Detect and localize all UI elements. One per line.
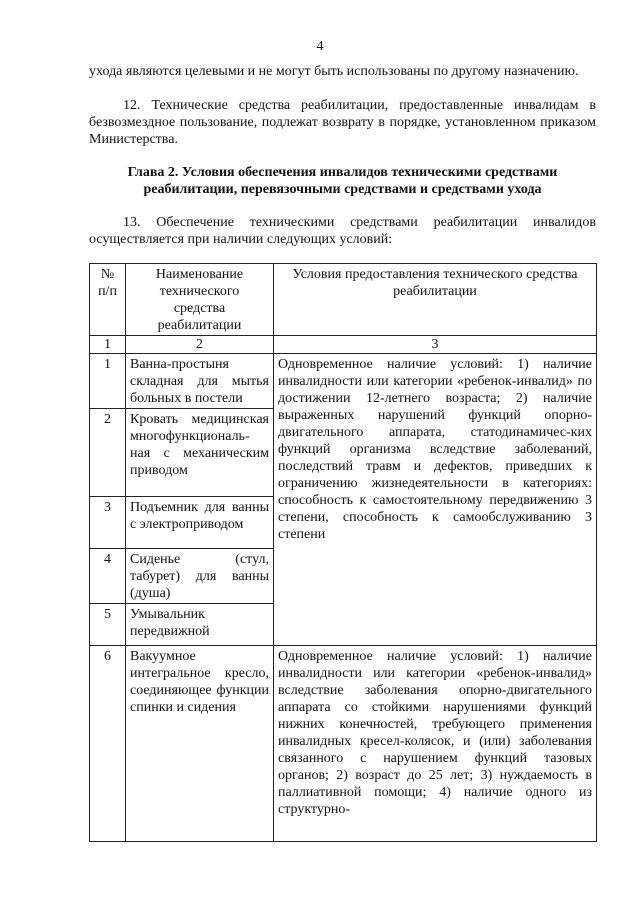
chapter-heading [89, 164, 596, 198]
chapter-heading-line2: реабилитации, перевязочными средствами и средствами ухода [143, 182, 542, 197]
row-item-name: Кровать медицинская многофункциональ-ная с механическим приводом [126, 409, 274, 497]
row-item-name: Умывальник передвижной [126, 604, 274, 646]
table-row [90, 646, 597, 842]
row-item-name: Сиденье (стул, табурет) для ванны (душа) [126, 549, 274, 604]
header-cell-conditions: Условия предоставления технического средства реабилитации [274, 264, 597, 336]
table-header-row [90, 264, 597, 336]
column-number-3: 3 [274, 336, 597, 354]
chapter-heading-line1: Глава 2. Условия обеспечения инвалидов техническими средствами [127, 165, 558, 180]
row-number: 5 [90, 604, 126, 646]
column-number-row [90, 336, 597, 354]
row-conditions: Одновременное наличие условий: 1) наличие инвалидности или категории «ребенок-инвалид» вследствие заболевания опорно-двигательного аппарата со стойкими нарушениями функций нижних конечностей, требующего применения инвалидных кресел-колясок, и (или) заболевания связанного с нарушением функций тазовых органов; 2) возраст до 25 лет; 3) нуждаемость в паллиативной помощи; 4) наличие одного из структурно- [274, 646, 597, 842]
header-number-abbr: п/п [98, 284, 117, 299]
row-conditions: Одновременное наличие условий: 1) наличие инвалидности или категории «ребенок-инвалид» по достижении 12-летнего возраста; 2) наличие выраженных нарушений функций опорно-двигательного аппарата, статодинамичес-ких функций организма вследствие заболеваний, последствий травм и дефектов, приведших к ограничению жизнедеятельности в категориях: способность к самостоятельному передвижению 3 степени, способность к самообслуживанию 3 степени [274, 354, 597, 646]
header-cell-name: Наименование технического средства реабилитации [126, 264, 274, 336]
paragraph-intro: ухода являются целевыми и не могут быть использованы по другому назначению. [89, 64, 579, 79]
row-number: 2 [90, 409, 126, 497]
row-number: 6 [90, 646, 126, 842]
header-number-sign: № [100, 267, 115, 282]
conditions-table [89, 263, 597, 842]
table-row [90, 354, 597, 409]
page-number: 4 [316, 39, 324, 54]
paragraph-13: 13. Обеспечение техническими средствами реабилитации инвалидов осуществляется при наличии следующих условий: [89, 215, 596, 247]
row-item-name: Вакуумное интегральное кресло, соединяющее функции спинки и сидения [126, 646, 274, 842]
row-number: 4 [90, 549, 126, 604]
column-number-2: 2 [126, 336, 274, 354]
row-number: 3 [90, 497, 126, 549]
column-number-1: 1 [90, 336, 126, 354]
header-cell-number [90, 264, 126, 336]
paragraph-12: 12. Технические средства реабилитации, предоставленные инвалидам в безвозмездное пользование, подлежат возврату в порядке, установленном приказом Министерства. [89, 98, 596, 147]
row-number: 1 [90, 354, 126, 409]
row-item-name: Подъемник для ванны с электроприводом [126, 497, 274, 549]
row-item-name: Ванна-простыня складная для мытья больных в постели [126, 354, 274, 409]
